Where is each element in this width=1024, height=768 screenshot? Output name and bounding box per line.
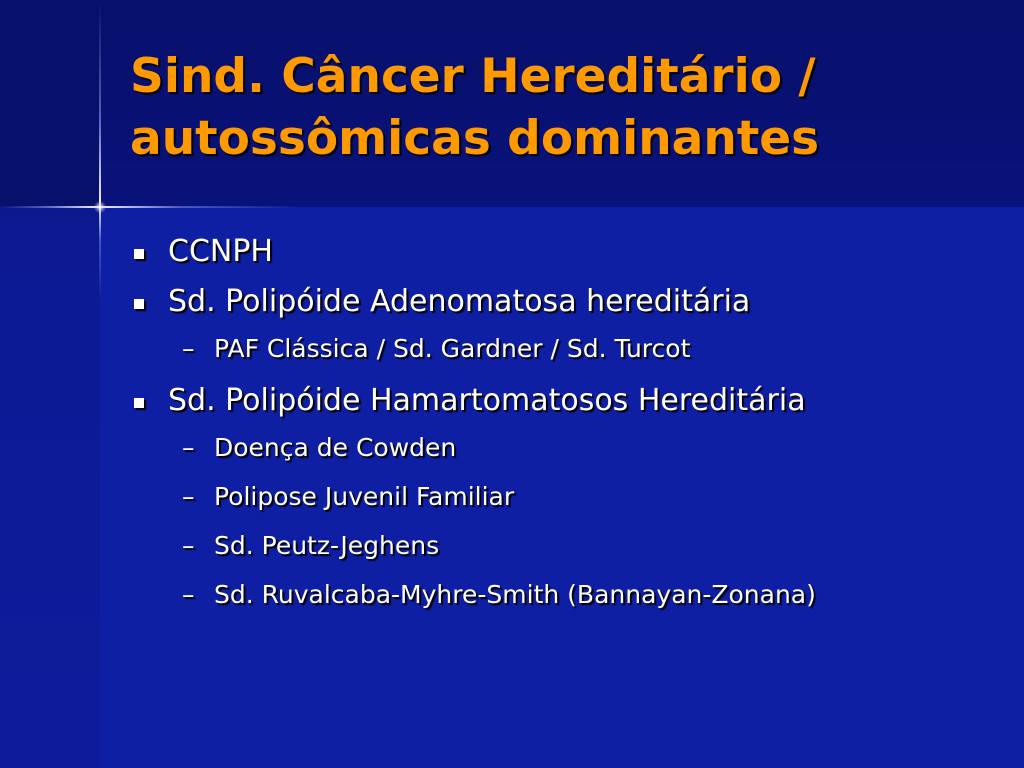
corner-decoration <box>0 0 100 207</box>
square-bullet-icon <box>134 249 144 259</box>
sub-bullet-text: Sd. Peutz-Jeghens <box>214 531 440 560</box>
bullet-item <box>130 232 1010 272</box>
slide-title-line-1: Sind. Câncer Hereditário / <box>130 49 816 104</box>
slide-title-line-2: autossômicas dominantes <box>130 111 820 166</box>
sparkle-icon <box>94 201 106 213</box>
sub-bullet-item <box>130 578 1010 612</box>
bullet-text: Sd. Polipóide Adenomatosa hereditária <box>168 284 751 319</box>
sub-bullet-text: Doença de Cowden <box>214 433 457 462</box>
dash-bullet-icon: – <box>182 482 195 511</box>
horizontal-line-decoration <box>0 206 300 208</box>
bullet-item <box>130 282 1010 322</box>
sub-bullet-item <box>130 332 1010 366</box>
bullet-text: CCNPH <box>168 234 273 269</box>
vertical-line-decoration <box>99 0 101 300</box>
bullet-item <box>130 381 1010 421</box>
sub-bullet-item <box>130 529 1010 563</box>
sub-bullet-text: Polipose Juvenil Familiar <box>214 482 515 511</box>
sub-bullet-item <box>130 480 1010 514</box>
bullet-list <box>130 232 1010 627</box>
square-bullet-icon <box>134 398 144 408</box>
dash-bullet-icon: – <box>182 334 195 363</box>
slide-title <box>130 46 1010 170</box>
square-bullet-icon <box>134 299 144 309</box>
dash-bullet-icon: – <box>182 433 195 462</box>
bullet-text: Sd. Polipóide Hamartomatosos Hereditária <box>168 383 806 418</box>
sub-bullet-text: PAF Clássica / Sd. Gardner / Sd. Turcot <box>214 334 691 363</box>
dash-bullet-icon: – <box>182 531 195 560</box>
sub-bullet-text: Sd. Ruvalcaba-Myhre-Smith (Bannayan-Zonana) <box>214 580 816 609</box>
sub-bullet-item <box>130 431 1010 465</box>
dash-bullet-icon: – <box>182 580 195 609</box>
